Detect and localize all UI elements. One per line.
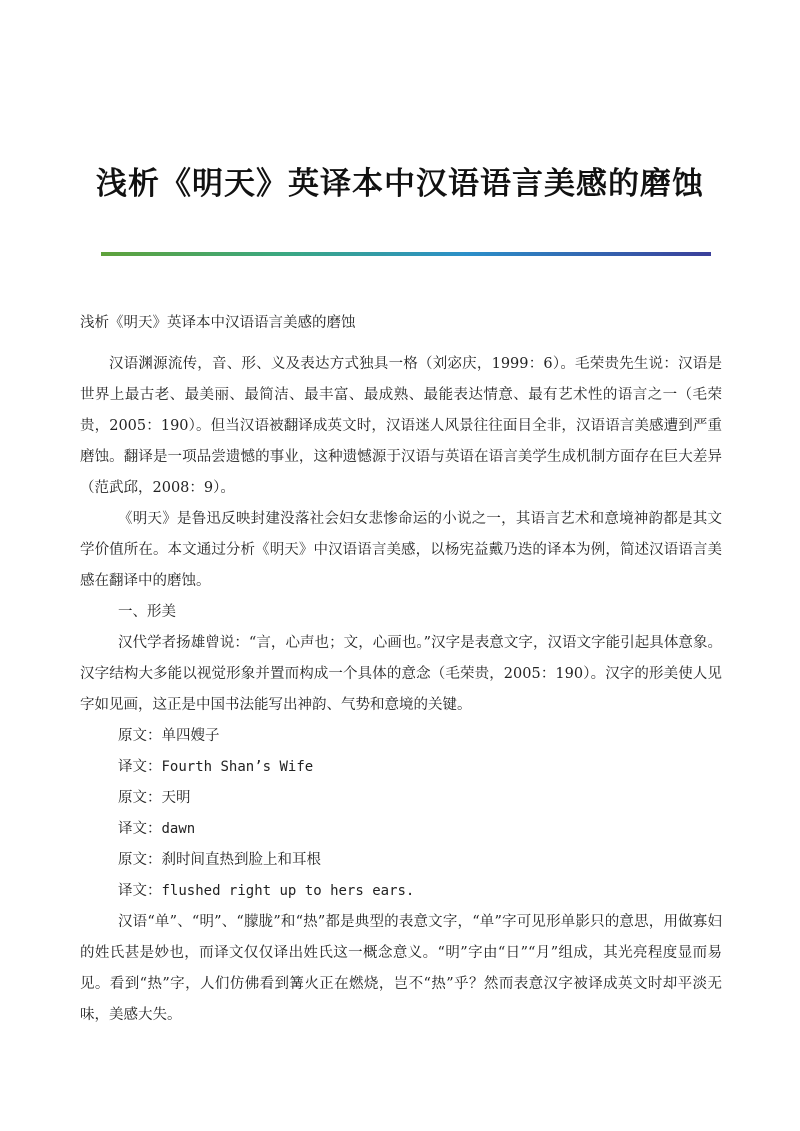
example-label: 译文： — [118, 759, 162, 775]
example-source-3 — [80, 845, 722, 876]
paragraph-ideographic-analysis: 汉语“单”、“明”、“朦胧”和“热”都是典型的表意文字，“单”字可见形单影只的意思，用做寡妇的姓氏甚是妙也，而译文仅仅译出姓氏这一概念意义。“明”字由“日”“月”组成，其光亮程度显而易见。看到“热”字，人们仿佛看到篝火正在燃烧，岂不“热”乎？然而表意汉字被译成英文时却平淡无味，美感大失。 — [80, 914, 722, 1023]
example-label: 译文： — [118, 821, 162, 837]
example-text: 刹时间直热到脸上和耳根 — [161, 852, 321, 868]
section-heading-form-beauty: 一、形美 — [118, 604, 176, 620]
example-translation-1 — [80, 752, 722, 783]
example-label: 译文： — [118, 883, 162, 899]
document-subtitle: 浅析《明天》英译本中汉语语言美感的磨蚀 — [80, 315, 356, 331]
example-source-1 — [80, 721, 722, 752]
example-translation-2 — [80, 814, 722, 845]
example-text: flushed right up to hers ears. — [161, 883, 415, 899]
example-text: 天明 — [161, 790, 191, 806]
paragraph-form-beauty: 汉代学者扬雄曾说：“言，心声也；文，心画也。”汉字是表意文字，汉语文字能引起具体意象。汉字结构大多能以视觉形象并置而构成一个具体的意念（毛荣贵，2005：190）。汉字的形美使人见字如见画，这正是中国书法能写出神韵、气势和意境的关键。 — [80, 635, 722, 713]
example-text: 单四嫂子 — [161, 728, 220, 744]
example-text: Fourth Shan’s Wife — [161, 759, 314, 775]
page-title: 浅析《明天》英译本中汉语语言美感的磨蚀 — [96, 166, 704, 202]
example-translation-3 — [80, 876, 722, 907]
paragraph-intro: 汉语渊源流传，音、形、义及表达方式独具一格（刘宓庆，1999：6）。毛荣贵先生说：汉语是世界上最古老、最美丽、最简洁、最丰富、最成熟、最能表达情意、最有艺术性的语言之一（毛荣贵，2005：190）。但当汉语被翻译成英文时，汉语迷人风景往往面目全非，汉语语言美感遭到严重磨蚀。翻译是一项品尝遗憾的事业，这种遗憾源于汉语与英语在语言美学生成机制方面存在巨大差异（范武邱，2008：9）。 — [80, 356, 722, 496]
example-label: 原文： — [118, 790, 162, 806]
example-source-2 — [80, 783, 722, 814]
example-label: 原文： — [118, 728, 162, 744]
title-divider — [101, 252, 711, 256]
paragraph-mingtian: 《明天》是鲁迅反映封建没落社会妇女悲惨命运的小说之一，其语言艺术和意境神韵都是其文学价值所在。本文通过分析《明天》中汉语语言美感，以杨宪益戴乃迭的译本为例，简述汉语语言美感在翻译中的磨蚀。 — [80, 511, 722, 589]
document-body — [80, 313, 722, 1031]
example-text: dawn — [161, 821, 196, 837]
example-label: 原文： — [118, 852, 162, 868]
